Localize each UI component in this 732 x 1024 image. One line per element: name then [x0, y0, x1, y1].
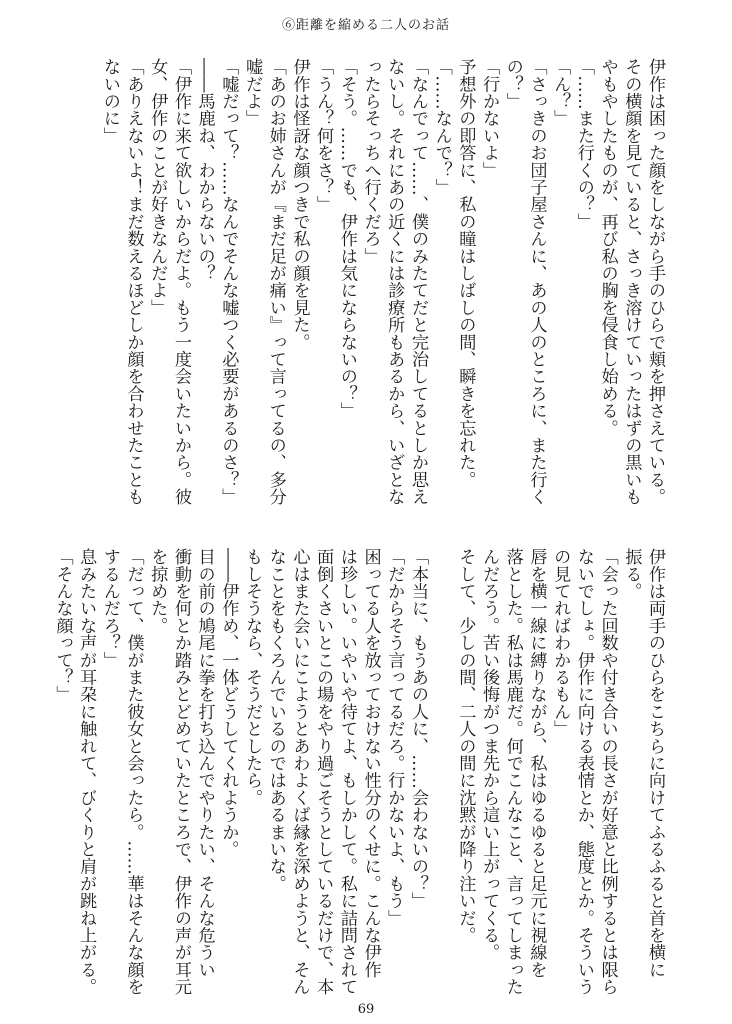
text-line: 「会った回数や付き合いの長さが好意と比例するとは限ら: [597, 548, 618, 996]
text-line: 「行かないよ」: [479, 58, 500, 179]
text-line: 予想外の即答に、私の瞳はしばしの間、瞬きを忘れた。: [455, 58, 476, 488]
text-line: の？」: [502, 58, 523, 110]
blank-line: [429, 548, 453, 1000]
text-line: 「そう。……でも、伊作は気にならないの？」: [336, 58, 357, 420]
text-line: を掠めた。: [147, 548, 168, 634]
text-line: 「あのお姉さんが『まだ足が痛い』って言ってるの、多分: [265, 58, 286, 506]
text-line: なことをもくろんでいるのではあるまいな。: [265, 548, 286, 892]
text-line: 唇を横一線に縛りながら、私はゆるゆると足元に視線を: [526, 548, 547, 978]
text-line: 息みたいな声が耳朶に触れて、びくりと肩が跳ね上がる。: [76, 548, 97, 996]
text-line: 女、伊作のことが好きなんだよ」: [147, 58, 168, 316]
text-line: ――馬鹿ね、わからないの？: [194, 58, 215, 282]
text-line: 「嘘だって？……なんでそんな嘘つく必要があるのさ？」: [218, 58, 239, 506]
text-line: ないのに」: [99, 58, 120, 144]
text-line: その横顔を見ていると、さっき溶けていったはずの黒いも: [621, 58, 642, 506]
text-line: 伊作は両手のひらをこちらに向けてふるふると首を横に: [645, 548, 665, 978]
text-line: 困ってる人を放っておけない性分のくせに。こんな伊作: [360, 548, 381, 978]
text-line: は珍しい。いやいや待てよ、もしかして。私に詰問されて: [336, 548, 357, 996]
text-line: 振る。: [621, 548, 642, 600]
text-line: 伊作は困った顔をしながら手のひらで頬を押さえている。: [645, 58, 665, 506]
text-line: ――伊作め、一体どうしてくれようか。: [218, 548, 239, 858]
text-line: 「ありえないよ！まだ数えるほどしか顔を合わせたことも: [123, 58, 144, 506]
text-line: ないでしょ。伊作に向ける表情とか、態度とか。そういう: [573, 548, 594, 996]
text-line: 衝動を何とか踏みとどめていたところで、伊作の声が耳元: [170, 548, 191, 996]
text-line: 伊作は怪訝な顔つきで私の顔を見た。: [289, 58, 310, 351]
text-line: の見てればわかるもん」: [550, 548, 571, 738]
page-number: 69: [357, 1002, 375, 1017]
text-line: 「だって、僕がまた彼女と会ったら。……華はそんな顔を: [123, 548, 144, 996]
text-line: 「だからそう言ってるだろ。行かないよ、もう」: [384, 548, 405, 927]
text-line: ったらそっちへ行くだろ」: [360, 58, 381, 265]
text-line: 「うん？何をさ？」: [313, 58, 334, 213]
text-line: ないし。それにあの近くには診療所もあるから、いざとな: [384, 58, 405, 506]
upper-text-block: [97, 58, 666, 510]
text-line: 心はまた会いにこようとあわよくば縁を深めようと、そん: [289, 548, 310, 996]
text-line: 目の前の鳩尾に拳を打ち込んでやりたい、そんな危うい: [194, 548, 215, 978]
text-line: 落とした。私は馬鹿だ。何でこんなこと、言ってしまった: [502, 548, 523, 996]
text-line: 「ん？」: [550, 58, 571, 127]
text-line: 「本当に、もうあの人に、……会わないの？」: [407, 548, 428, 910]
text-line: もしそうなら、そうだとしたら。: [242, 548, 263, 806]
lower-text-block: [50, 548, 666, 1000]
chapter-title: ⑥距離を縮める二人のお話: [281, 18, 450, 33]
text-line: 「……また行くの？」: [573, 58, 594, 230]
text-line: 嘘だよ」: [242, 58, 263, 127]
text-line: そして、少しの間、二人の間に沈黙が降り注いだ。: [455, 548, 476, 944]
text-line: 「なんでって……、僕のみたてだと完治してるとしか思え: [407, 58, 428, 506]
text-line: 「そんな顔って？」: [52, 548, 73, 703]
text-line: 「……なんで？」: [431, 58, 452, 196]
text-line: んだろう。苦い後悔がつま先から這い上がってくる。: [479, 548, 500, 961]
text-line: 面倒くさいとこの場をやり過ごそうとしているだけで、本: [313, 548, 334, 996]
text-line: やもやしたものが、再び私の胸を侵食し始める。: [597, 58, 618, 437]
text-line: 「さっきのお団子屋さんに、あの人のところに、また行く: [526, 58, 547, 506]
text-line: 「伊作に来て欲しいからだよ。もう一度会いたいから。彼: [170, 58, 191, 506]
text-line: するんだろ？」: [99, 548, 120, 669]
